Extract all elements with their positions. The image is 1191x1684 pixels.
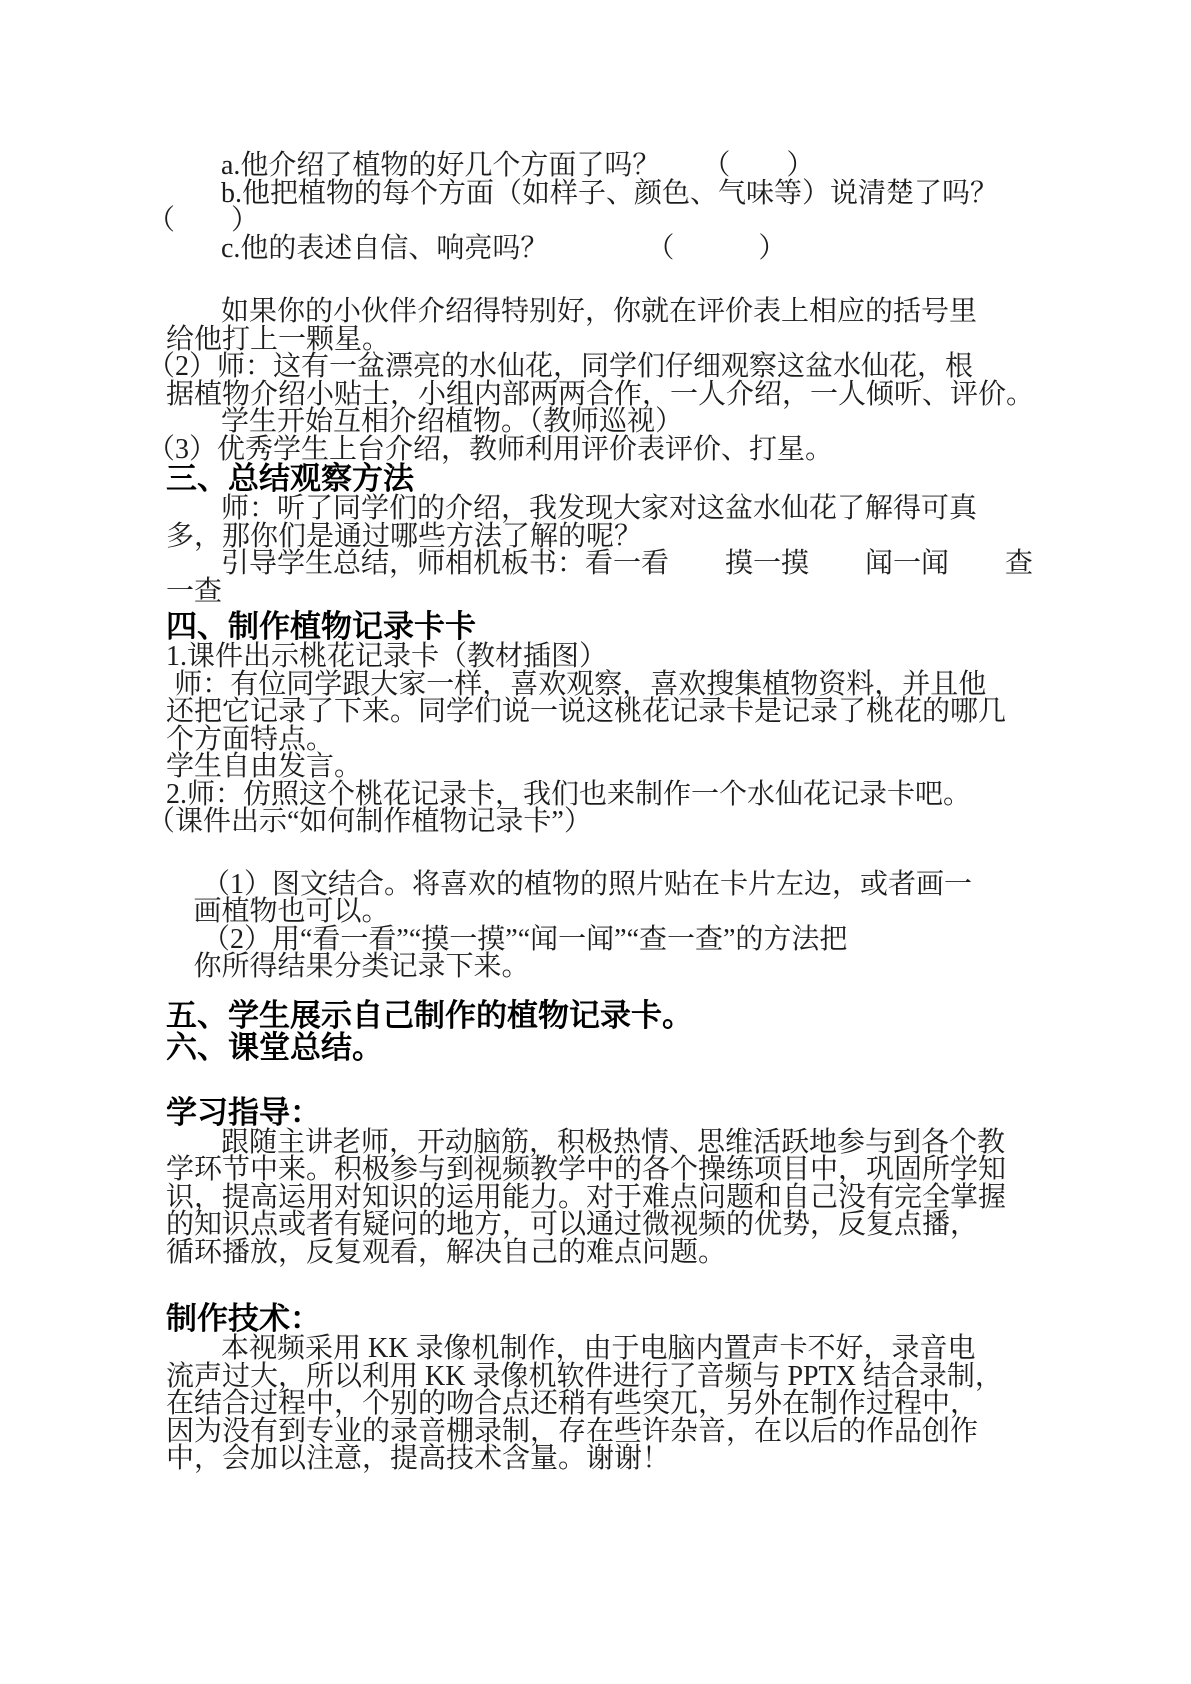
text-line: 多，那你们是通过哪些方法了解的呢？	[166, 520, 643, 552]
section-heading: 学习指导：	[166, 1094, 321, 1130]
section-heading: 制作技术：	[166, 1301, 321, 1336]
text-line: （课件出示“如何制作植物记录卡”）	[147, 806, 592, 837]
text-line: 师：听了同学们的介绍，我发现大家对这盆水仙花了解得可真	[221, 493, 978, 524]
text-line: 你所得结果分类记录下来。	[193, 951, 530, 982]
text-line: c.他的表述自信、响亮吗？ （ ）	[221, 232, 787, 264]
text-line: 画植物也可以。	[193, 896, 390, 927]
text-line: 跟随主讲老师，开动脑筋，积极热情、思维活跃地参与到各个教	[221, 1126, 1006, 1158]
text-line: 还把它记录了下来。同学们说一说这桃花记录卡是记录了桃花的哪几	[166, 696, 1007, 727]
text-line: 循环播放，反复观看，解决自己的难点问题。	[166, 1236, 727, 1268]
section-heading: 六、课堂总结。	[166, 1029, 383, 1065]
text-line: 的知识点或者有疑问的地方，可以通过微视频的优势，反复点播，	[166, 1209, 979, 1240]
text-line: 2.师：仿照这个桃花记录卡，我们也来制作一个水仙花记录卡吧。	[166, 778, 972, 810]
text-line: 识，提高运用对知识的运用能力。对于难点问题和自己没有完全掌握	[166, 1181, 1007, 1213]
text-line: 给他打上一颗星。	[166, 323, 391, 355]
text-line: 学生开始互相介绍植物。（教师巡视）	[221, 406, 684, 437]
text-line: 引导学生总结，师相机板书：看一看 摸一摸 闻一闻 查	[221, 548, 1034, 579]
text-line: （2）师：这有一盆漂亮的水仙花，同学们仔细观察这盆水仙花，根	[147, 351, 974, 382]
text-line: 在结合过程中，个别的吻合点还稍有些突兀，另外在制作过程中，	[166, 1388, 979, 1419]
text-line: 一查	[166, 575, 223, 607]
section-heading: 三、总结观察方法	[166, 461, 414, 496]
section-heading: 五、学生展示自己制作的植物记录卡。	[166, 997, 693, 1033]
text-line: （3）优秀学生上台介绍，教师利用评价表评价、打星。	[147, 433, 834, 465]
text-line: 1.课件出示桃花记录卡（教材插图）	[166, 641, 608, 672]
text-line: 如果你的小伙伴介绍得特别好，你就在评价表上相应的括号里	[221, 296, 978, 327]
text-line: b.他把植物的每个方面（如样子、颜色、气味等）说清楚了吗？	[221, 177, 999, 209]
section-heading: 四、制作植物记录卡卡	[166, 609, 476, 644]
text-line: 学环节中来。积极参与到视频教学中的各个操练项目中，巩固所学知	[166, 1154, 1007, 1185]
text-line: 个方面特点。	[166, 723, 335, 755]
text-line: 学生自由发言。	[166, 751, 363, 782]
text-line: 师：有位同学跟大家一样，喜欢观察，喜欢搜集植物资料，并且他	[174, 668, 987, 700]
text-line: a.他介绍了植物的好几个方面了吗？ （ ）	[221, 150, 815, 181]
text-line: 中，会加以注意，提高技术含量。谢谢！	[166, 1443, 671, 1474]
text-line: （2）用“看一看”“摸一摸”“闻一闻”“查一查”的方法把	[202, 923, 848, 955]
text-line: 因为没有到专业的录音棚录制，存在些许杂音，在以后的作品创作	[166, 1415, 979, 1447]
text-line: （ ）	[147, 205, 260, 236]
text-line: 本视频采用 KK 录像机制作，由于电脑内置声卡不好，录音电	[221, 1333, 976, 1364]
text-line: 流声过大，所以利用 KK 录像机软件进行了音频与 PPTX 结合录制，	[166, 1360, 1003, 1392]
text-line: 据植物介绍小贴士，小组内部两两合作，一人介绍，一人倾听、评价。	[166, 378, 1035, 410]
text-line: （1）图文结合。将喜欢的植物的照片贴在卡片左边，或者画一	[202, 868, 973, 900]
